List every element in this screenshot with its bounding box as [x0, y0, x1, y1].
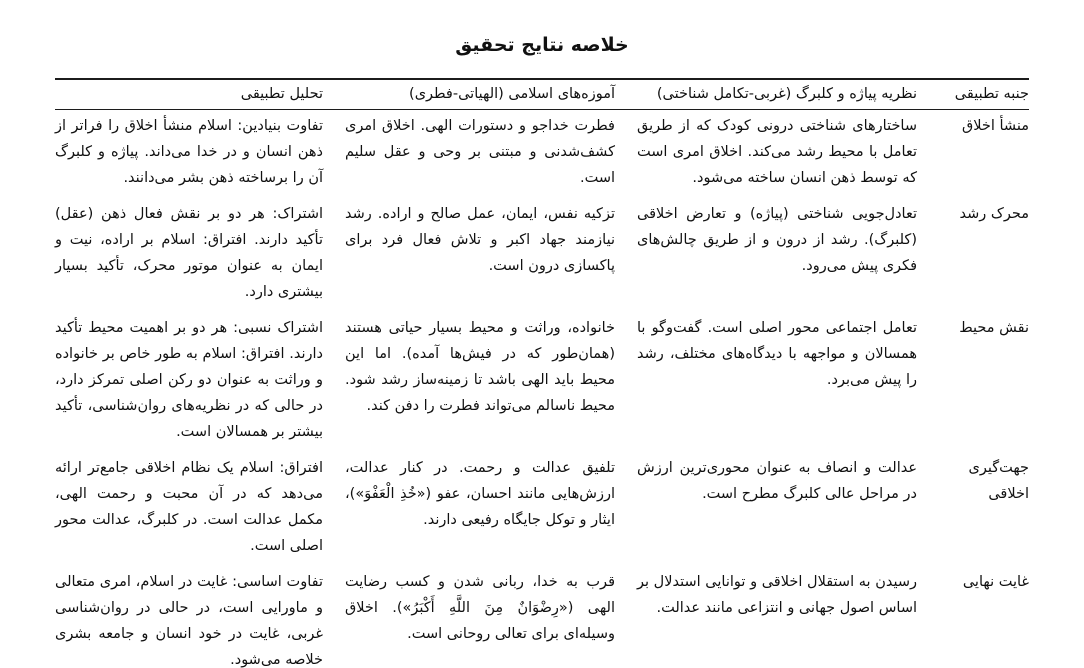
- theory-cell: تعامل اجتماعی محور اصلی است. گفت‌وگو با همسالان و مواجهه با دیدگاه‌های مختلف، رشد را پیش می‌برد.: [637, 320, 917, 388]
- islamic-cell: قرب به خدا، ربانی شدن و کسب رضایت الهی («رِضْوَانٌ مِنَ اللَّهِ أَکْبَرُ»). اخلاق وسیله‌ای برای تعالی روحانی است.: [345, 574, 615, 642]
- islamic-cell: فطرت خداجو و دستورات الهی. اخلاق امری کشف‌شدنی و مبتنی بر وحی و عقل سلیم است.: [345, 118, 615, 186]
- theory-cell: ساختارهای شناختی درونی کودک که از طریق تعامل با محیط رشد می‌کند. اخلاق امری است که توسط ذهن انسان ساخته می‌شود.: [637, 118, 917, 186]
- aspect-label: محرک رشد: [959, 206, 1029, 222]
- table-row-moral-orientation: [55, 452, 1029, 566]
- header-piaget-kohlberg-theory: نظریه پیاژه و کلبرگ (غربی-تکامل شناختی): [656, 86, 917, 102]
- analysis-cell: تفاوت اساسی: غایت در اسلام، امری متعالی و ماورایی است، در حالی در روان‌شناسی غربی، غایت در خود انسان و جامعه بشری خلاصه می‌شود.: [55, 574, 323, 668]
- table-row-ultimate-end: [55, 566, 1029, 668]
- theory-cell: عدالت و انصاف به عنوان محوری‌ترین ارزش در مراحل عالی کلبرگ مطرح است.: [637, 460, 917, 502]
- aspect-label: منشأ اخلاق: [962, 118, 1029, 134]
- analysis-cell: افتراق: اسلام یک نظام اخلاقی جامع‌تر ارائه می‌دهد که در آن محبت و رحمت الهی، مکمل عدالت است. در کلبرگ، عدالت محور اصلی است.: [55, 460, 323, 554]
- islamic-cell: تزکیه نفس، ایمان، عمل صالح و اراده. رشد نیازمند جهاد اکبر و تلاش فعال فرد برای پاکسازی درون است.: [345, 206, 615, 274]
- aspect-label: غایت نهایی: [962, 574, 1029, 590]
- header-aspect: جنبه تطبیقی: [954, 86, 1029, 102]
- aspect-label: نقش محیط: [959, 320, 1029, 336]
- page-title: خلاصه نتایج تحقیق: [455, 34, 629, 56]
- header-row: [55, 79, 1029, 110]
- theory-cell: رسیدن به استقلال اخلاقی و توانایی استدلال بر اساس اصول جهانی و انتزاعی مانند عدالت.: [637, 574, 917, 616]
- analysis-cell: تفاوت بنیادین: اسلام منشأ اخلاق را فراتر از ذهن انسان و در خدا می‌داند. پیاژه و کلبرگ آن را برساخته ذهن بشر می‌دانند.: [55, 118, 323, 186]
- analysis-cell: اشتراک نسبی: هر دو بر اهمیت محیط تأکید دارند. افتراق: اسلام به طور خاص بر خانواده و وراثت به عنوان دو رکن اصلی تمرکز دارد، در حالی که در نظریه‌های روان‌شناسی، تأکید بیشتر بر همسالان است.: [55, 320, 323, 440]
- islamic-cell: خانواده، وراثت و محیط بسیار حیاتی هستند (همان‌طور که در فیش‌ها آمده). اما این محیط باید الهی باشد تا زمینه‌ساز رشد شود. محیط ناسالم می‌تواند فطرت را دفن کند.: [345, 320, 615, 414]
- aspect-label: جهت‌گیری اخلاقی: [968, 460, 1029, 502]
- research-summary-table: [55, 78, 1029, 668]
- table-header: [55, 79, 1029, 110]
- analysis-cell: اشتراک: هر دو بر نقش فعال ذهن (عقل) تأکید دارند. افتراق: اسلام بر اراده، نیت و ایمان به عنوان موتور محرک، تأکید بسیار بیشتری دارد.: [55, 206, 323, 300]
- table-row-origin-of-ethics: [55, 110, 1029, 199]
- table-body: [55, 110, 1029, 668]
- theory-cell: تعادل‌جویی شناختی (پیاژه) و تعارض اخلاقی (کلبرگ). رشد از درون و از طریق چالش‌های فکری پیش می‌رود.: [637, 206, 917, 274]
- table-row-environment-role: [55, 312, 1029, 452]
- header-comparative-analysis: تحلیل تطبیقی: [240, 86, 323, 102]
- islamic-cell: تلفیق عدالت و رحمت. در کنار عدالت، ارزش‌هایی مانند احسان، عفو («خُذِ الْعَفْوَ»)، ایثار و توکل جایگاه رفیعی دارند.: [345, 460, 615, 528]
- table-row-growth-driver: [55, 198, 1029, 312]
- header-islamic-teachings: آموزه‌های اسلامی (الهیاتی-فطری): [409, 86, 615, 102]
